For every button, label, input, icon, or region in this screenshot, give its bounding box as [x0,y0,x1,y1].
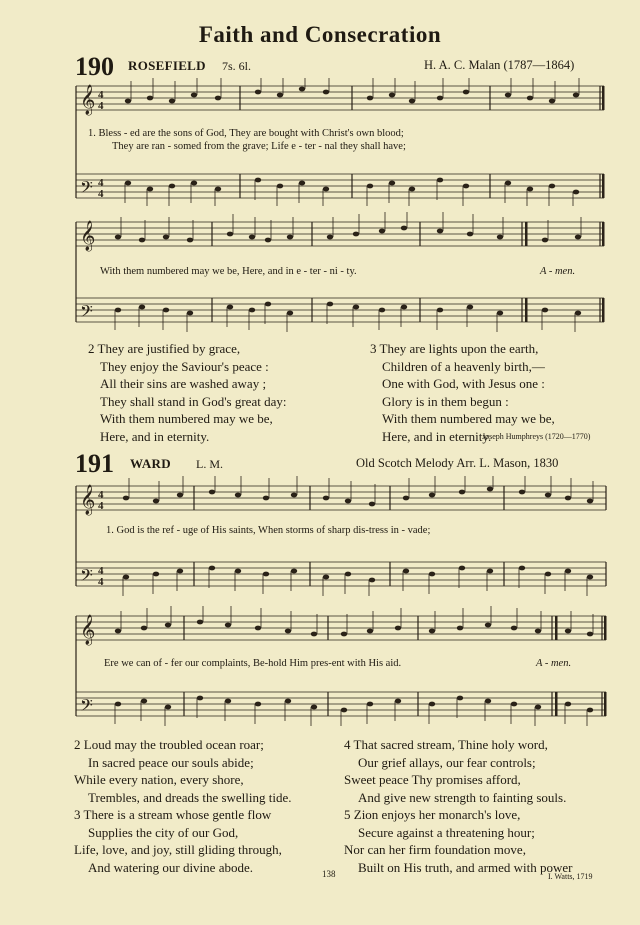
hymn-meter: 7s. 6l. [222,59,252,73]
svg-text:4: 4 [98,576,104,588]
svg-text:𝄢: 𝄢 [80,303,93,325]
amen: A - men. [540,266,576,277]
svg-text:𝄞: 𝄞 [80,485,96,514]
svg-text:4: 4 [98,89,104,101]
author-credit: Joseph Humphreys (1720—1770) [482,432,591,441]
verse-line: 4 That sacred stream, Thine holy word, [344,737,548,752]
verse-line: While every nation, every shore, [74,772,244,787]
verse-line: 5 Zion enjoys her monarch's love, [344,807,521,822]
svg-text:4: 4 [98,489,104,501]
lyric-line: They are ran - somed from the grave; Life e - ter - nal they shall have; [112,141,406,152]
verse-line: With them numbered may we be, [382,411,555,426]
verse-line: Trembles, and dreads the swelling tide. [88,789,292,805]
composer-credit: H. A. C. Malan (1787—1864) [424,58,575,72]
svg-text:4: 4 [98,177,104,189]
verse-line: They shall stand in God's great day: [100,393,287,409]
svg-text:4: 4 [98,565,104,577]
tune-name: WARD [130,456,171,471]
verse-line: Here, and in eternity. [100,428,210,444]
verse-line: 2 They are justified by grace, [88,341,241,356]
svg-text:4: 4 [98,100,104,112]
svg-text:𝄢: 𝄢 [80,567,93,589]
verse-line: 2 Loud may the troubled ocean roar; [74,737,264,752]
verse-line: And give new strength to fainting souls. [358,789,567,805]
page-title: Faith and Consecration [198,22,442,47]
svg-text:𝄞: 𝄞 [80,85,96,114]
lyric-line: 1. God is the ref - uge of His saints, When storms of sharp dis-tress in - vade; [106,525,431,536]
page-number: 138 [322,869,336,879]
verse-line: All their sins are washed away ; [100,376,267,391]
lyric-line: Ere we can of - fer our complaints, Be-hold Him pres-ent with His aid. [104,658,402,669]
verse-line: Built on His truth, and armed with power [358,859,573,875]
svg-text:𝄢: 𝄢 [80,179,93,201]
svg-text:4: 4 [98,500,104,512]
amen: A - men. [536,658,572,669]
verse-line: Children of a heavenly birth,— [382,358,545,374]
verse-column-right [370,340,555,445]
author-credit: I. Watts, 1719 [548,872,593,881]
hymn-meter: L. M. [196,457,223,471]
composer-credit: Old Scotch Melody Arr. L. Mason, 1830 [356,456,559,470]
verse-column-left [88,340,286,445]
verse-line: Secure against a threatening hour; [358,824,535,840]
svg-text:𝄞: 𝄞 [80,221,96,250]
svg-text:𝄢: 𝄢 [80,697,93,719]
verse-line: Supplies the city of our God, [88,824,239,840]
tune-name: ROSEFIELD [128,58,206,73]
verse-line: They enjoy the Saviour's peace : [100,358,269,374]
lyric-line: 1. Bless - ed are the sons of God, They are bought with Christ's own blood; [88,128,404,139]
verse-line: Glory is in them begun : [382,393,509,409]
verse-column-left [74,736,292,876]
hymn-number: 190 [75,52,114,81]
verse-line: Our grief allays, our fear controls; [358,754,536,770]
verse-line: With them numbered may we be, [100,411,273,426]
verse-line: Nor can her firm foundation move, [344,842,526,857]
verse-column-right [344,736,572,876]
verse-line: Sweet peace Thy promises afford, [344,772,521,787]
verse-line: 3 They are lights upon the earth, [370,341,539,356]
verse-line: Life, love, and joy, still gliding through, [74,842,282,857]
verse-line: Here, and in eternity. [382,428,492,444]
verse-line: And watering our divine abode. [88,859,253,875]
music-staff-system [0,476,640,601]
lyric-line: With them numbered may we be, Here, and in e - ter - ni - ty. [100,266,357,277]
verse-line: 3 There is a stream whose gentle flow [74,807,272,822]
verse-line: One with God, with Jesus one : [382,376,545,391]
svg-text:4: 4 [98,188,104,200]
svg-text:𝄞: 𝄞 [80,615,96,644]
verse-line: In sacred peace our souls abide; [88,754,254,770]
hymn-number: 191 [75,449,114,478]
